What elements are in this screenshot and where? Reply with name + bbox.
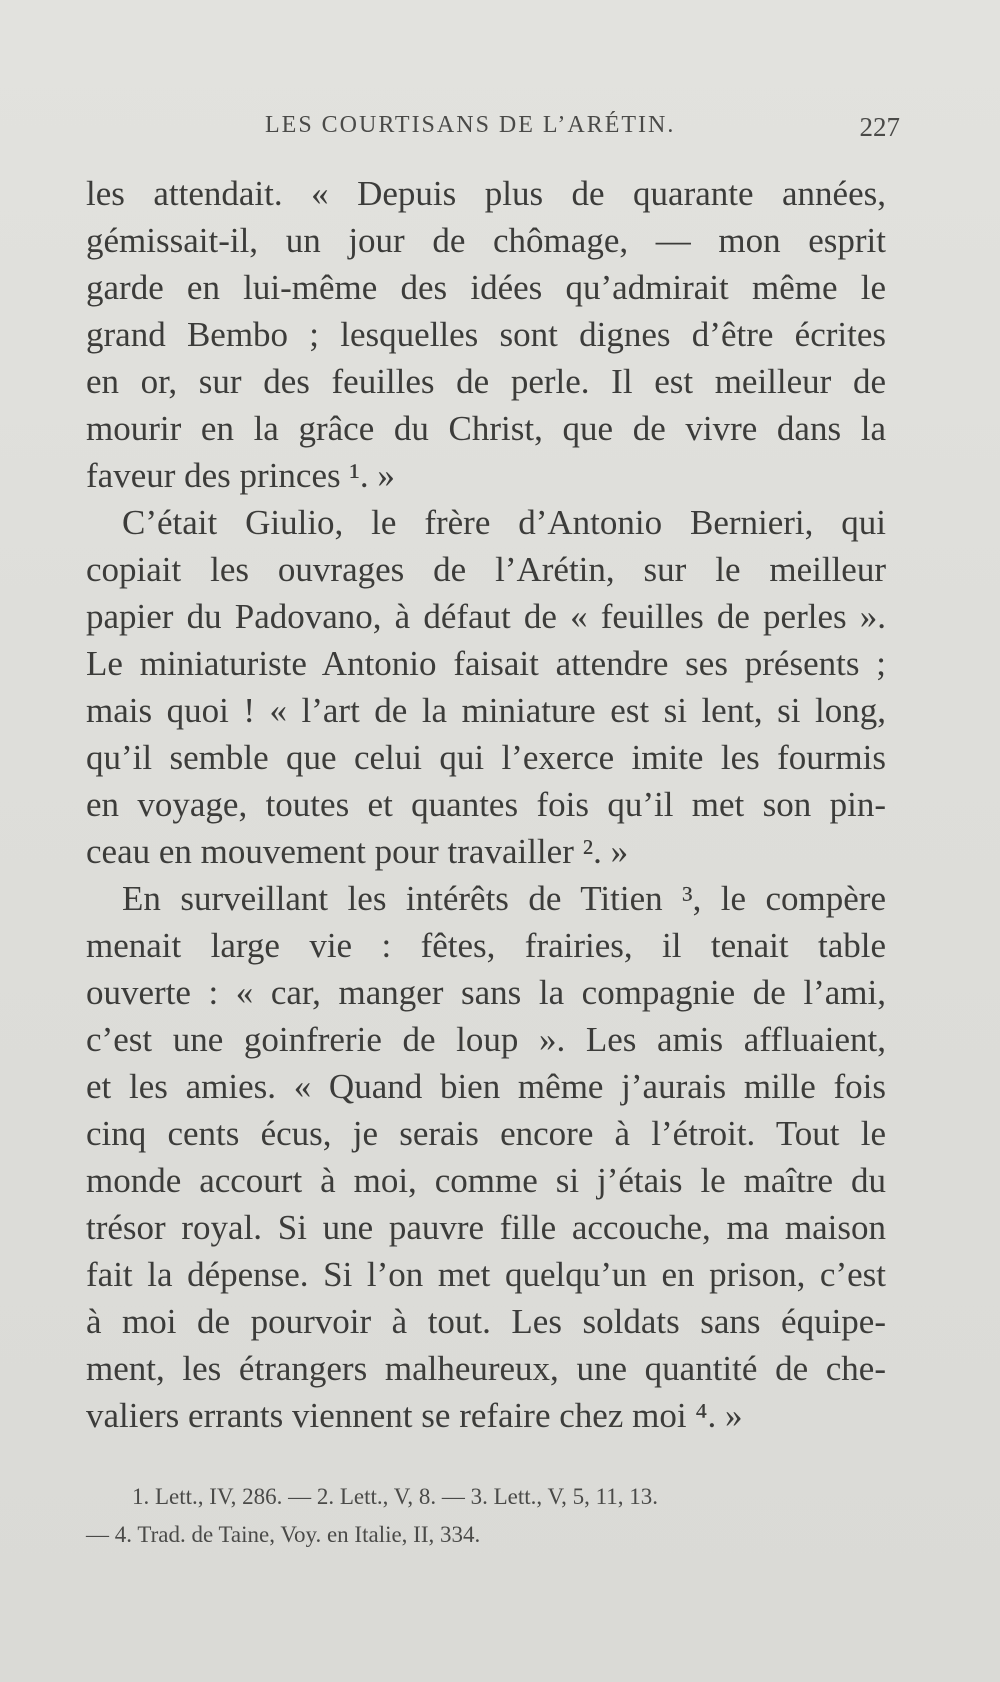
text-line: en or, sur des feuilles de perle. Il est meilleur de <box>86 362 886 401</box>
text-line: C’était Giulio, le frère d’Antonio Bernieri, qui <box>122 503 886 542</box>
text-line: cinq cents écus, je serais encore à l’étroit. Tout le <box>86 1114 886 1153</box>
text-line: qu’il semble que celui qui l’exerce imite les fourmis <box>86 738 886 777</box>
footnote-line: 1. Lett., IV, 286. — 2. Lett., V, 8. — 3. Lett., V, 5, 11, 13. <box>132 1484 659 1509</box>
text-line: mourir en la grâce du Christ, que de vivre dans la <box>86 409 886 448</box>
text-line: valiers errants viennent se refaire chez moi ⁴. » <box>86 1396 743 1435</box>
text-line: En surveillant les intérêts de Titien ³, le compère <box>122 879 886 918</box>
text-line: fait la dépense. Si l’on met quelqu’un en prison, c’est <box>86 1255 886 1294</box>
text-line: ment, les étrangers malheureux, une quantité de che- <box>86 1349 886 1388</box>
text-line: c’est une goinfrerie de loup ». Les amis affluaient, <box>86 1020 886 1059</box>
paragraph-1 <box>86 170 886 499</box>
text-line: en voyage, toutes et quantes fois qu’il met son pin- <box>86 785 886 824</box>
text-line: monde accourt à moi, comme si j’étais le maître du <box>86 1161 886 1200</box>
text-line: à moi de pourvoir à tout. Les soldats sans équipe- <box>86 1302 886 1341</box>
text-line: copiait les ouvrages de l’Arétin, sur le meilleur <box>86 550 886 589</box>
page-header <box>80 112 900 152</box>
text-line: ceau en mouvement pour travailler ². » <box>86 832 629 871</box>
text-line: et les amies. « Quand bien même j’aurais mille fois <box>86 1067 886 1106</box>
body-text <box>86 170 886 1439</box>
text-line: mais quoi ! « l’art de la miniature est si lent, si long, <box>86 691 886 730</box>
text-line: garde en lui-même des idées qu’admirait même le <box>86 268 886 307</box>
text-line: les attendait. « Depuis plus de quarante années, <box>86 174 886 213</box>
text-line: gémissait-il, un jour de chômage, — mon esprit <box>86 221 886 260</box>
text-line: papier du Padovano, à défaut de « feuilles de perles ». <box>86 597 886 636</box>
footnotes <box>86 1478 886 1554</box>
text-line: menait large vie : fêtes, frairies, il tenait table <box>86 926 886 965</box>
text-line: ouverte : « car, manger sans la compagnie de l’ami, <box>86 973 886 1012</box>
paragraph-3 <box>86 875 886 1439</box>
text-line: grand Bembo ; lesquelles sont dignes d’être écrites <box>86 315 886 354</box>
text-line: faveur des princes ¹. » <box>86 456 395 495</box>
paragraph-2 <box>86 499 886 875</box>
footnote-line: — 4. Trad. de Taine, Voy. en Italie, II, 334. <box>86 1522 481 1547</box>
text-line: Le miniaturiste Antonio faisait attendre ses présents ; <box>86 644 886 683</box>
running-head: LES COURTISANS DE L’ARÉTIN. <box>265 112 676 138</box>
text-line: trésor royal. Si une pauvre fille accouche, ma maison <box>86 1208 886 1247</box>
page-number: 227 <box>859 112 900 142</box>
